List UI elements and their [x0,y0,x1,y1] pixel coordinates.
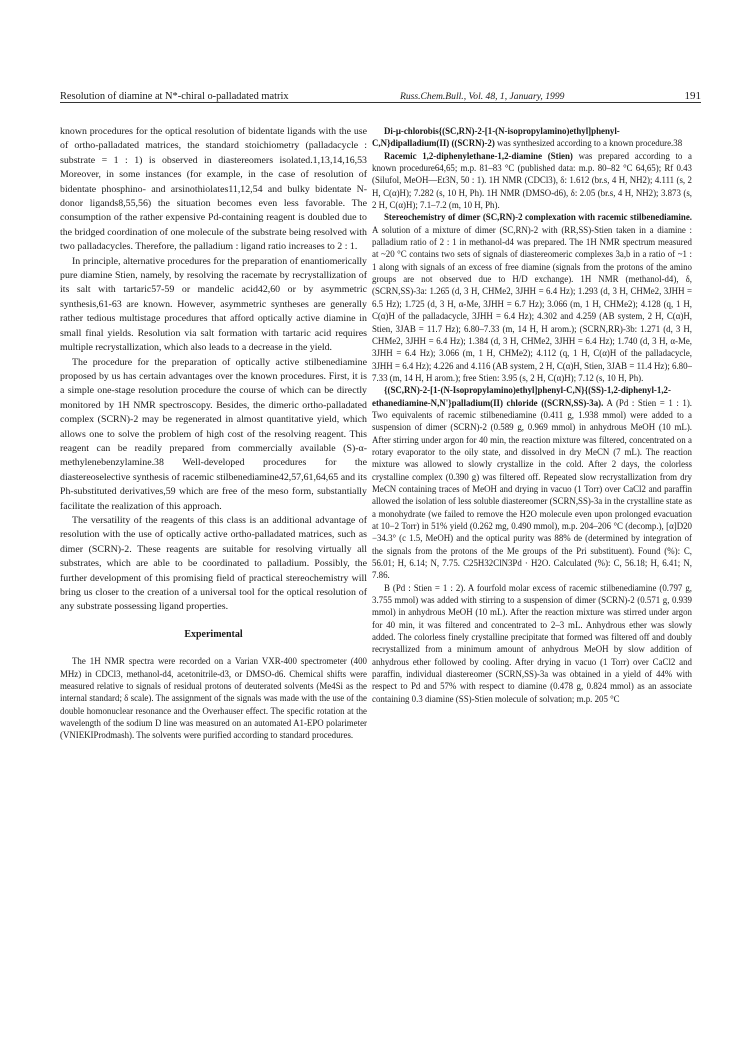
compound-paragraph [372,211,692,384]
compound-title: Racemic 1,2-diphenylethane-1,2-diamine (Stien) [384,150,573,161]
compound-paragraph [372,150,692,212]
body-paragraph: In principle, alternative procedures for the preparation of enantiomerically pure diamine Stien, namely, by resolving the racemate by recrystallization of its salt with tartaric57-59 or mandelic acid42,60 or by asymmetric synthesis,61-63 are known. However, asymmetric syntheses are generally rather tedious multistage procedures that afford optically active diamine in small final yields. Resolution via salt formation with tartaric acid requires multiple recrystallization, which also leads to a decrease in the yield. [60,255,367,354]
experimental-paragraph: The 1H NMR spectra were recorded on a Varian VXR-400 spectrometer (400 MHz) in CDCl3, methanol-d4, acetonitrile-d3, or DMSO-d6. Chemical shifts were measured relative to signals of residual protons of deuterated solvents (Me4Si as the internal standard; δ scale). The assignment of the signals was made with the use of the double homonuclear resonance and the Overhauser effect. The specific rotation at the wavelength of the sodium D line was measured on an automated A1-EPO polarimeter (VNIEKIProdmash). The solvents were purified according to standard procedures. [60,656,367,741]
running-title: Resolution of diamine at N*-chiral o-palladated matrix [60,91,289,102]
compound-paragraph [372,384,692,582]
right-column [372,125,692,705]
compound-paragraph [372,125,692,150]
compound-paragraph: B (Pd : Stien = 1 : 2). A fourfold molar excess of racemic stilbenediamine (0.797 g, 3.755 mmol) was added with stirring to a suspension of dimer (SCRN)-2 (0.571 g, 0.939 mmol) in anhydrous MeOH (10 mL). After the reaction mixture was stirred under argon for 40 min, it was filtered and concentrated to 2–3 mL. Anhydrous ether was slowly added. The colorless finely crystalline precipitate that formed was filtered off and doubly recrystallized from a minimum amount of anhydrous MeOH by slow addition of anhydrous ether followed by cooling. After drying in vacuo (1 Torr) over CaCl2 and paraffin, individual diastereomer (SCRN,SS)-3a was obtained in a yield of 44% with respect to Pd and 57% with respect to diamine (0.478 g, 0.824 mmol) as an associate containing 0.3 diamine (SS)-Stien molecule of solvation; m.p. 205 °C [372,582,692,704]
body-paragraph: known procedures for the optical resolution of bidentate ligands with the use of ortho-palladated matrices, the standard stoichiometry (palladacycle : substrate = 1 : 1) is observed in diastereomers isolated.1,13,14,16,53 Moreover, in some instances (for example, in the case of resolution of bidentate phosphino- and arsinothiolates11,12,54 and bulky bidentate N-donor ligands8,55,56) the situation becomes even less favorable. The consumption of the rather expensive Pd-containing reagent is doubled due to the bridged coordination of one molecule of the substrate being resolved with two palladacycles. Therefore, the palladium : ligand ratio increases to 2 : 1. [60,126,367,253]
running-header [60,84,701,103]
body-paragraph: The versatility of the reagents of this class is an additional advantage of resolution with the use of optically active ortho-palladated matrices, such as dimer (SCRN)-2. These reagents are suitable for resolving virtually all substrates, which are able to be coordinated to palladium. Possibly, the further development of this promising field of practical stereochemistry will bring us closer to the creation of a universal tool for the optical resolution of any substrate possessing ligand properties. [60,514,367,613]
compound-text: A solution of a mixture of dimer (SC,RN)-2 with (RR,SS)-Stien taken in a diamine : palladium ratio of 2 : 1 in methanol-d4 was prepared. The 1H NMR spectrum measured at ~20 °C contains two sets of signals of diastereomeric complexes 3a,b in a ratio of ~1 : 1 along with signals of an excess of free diamine (signals from the protons of the amino groups are not observed due to H/D exchange). 1H NMR (methanol-d4), δ, (SCRN,SS)-3a: 1.265 (d, 3 H, CHMe2, 3JHH = 6.4 Hz); 1.293 (d, 3 H, CHMe2, 3JHH = 6.5 Hz); 1.725 (d, 3 H, α-Me, 3JHH = 6.7 Hz); 3.066 (m, 1 H, CHMe2); 4.128 (q, 1 H, C(α)H of the palladacycle, 3JHH = 6.4 Hz); 4.302 and 4.259 (AB system, 2 H, C(α)H, Stien, 3JAB = 11.7 Hz); 6.80–7.33 (m, 14 H, H arom.); (SCRN,RR)-3b: 1.271 (d, 3 H, CHMe2, 3JHH = 6.4 Hz); 1.384 (d, 3 H, CHMe2, 3JHH = 6.4 Hz); 1.740 (d, 3 H, α-Me, 3JHH = 6.4 Hz); 3.066 (m, 1 H, CHMe2); 4.112 (q, 1 H, C(α)H of the palladacycle, 3JHH = 6.4 Hz); 4.226 and 4.116 (AB system, 2 H, C(α)H, Stien, 3JAB = 11.4 Hz); 6.80–7.33 (m, 14 H, H arom.); free Stien: 3.95 (s, 2 H, C(α)H); 7.12 (s, 10 H, Ph). [372,224,692,383]
left-column [60,125,367,742]
compound-title: Di-μ-chlorobis{(SC,RN)-2-[1-(N-isopropylamino)ethyl]phenyl-C,N}dipalladium(II) ((SCRN)-2) [372,126,620,149]
compound-text: was synthesized according to a known procedure.38 [497,138,683,149]
compound-text: was prepared according to a known procedure64,65; m.p. 81–83 °C (published data: m.p. 80–82 °C 64,65); Rf 0.43 (Silufol, MeOH—Et3N, 50 : 1). 1H NMR (CDCl3), δ: 1.612 (br.s, 4 H, NH2); 4.111 (s, 2 H, C(α)H); 7.282 (s, 10 H, Ph). 1H NMR (DMSO-d6), δ: 2.05 (br.s, 4 H, NH2); 3.873 (s, 2 H, C(α)H); 7.1–7.2 (m, 10 H, Ph). [372,150,692,211]
compound-title: {(SC,RN)-2-[1-(N-Isopropylamino)ethyl]phenyl-C,N}{(SS)-1,2-diphenyl-1,2-ethanediamine-N,N'}palladium(II) chloride ((SCRN,SS)-3a). [372,385,671,408]
page-number: 191 [684,90,701,102]
compound-text: A (Pd : Stien = 1 : 1). Two equivalents of racemic stilbenediamine (0.411 g, 1.938 mmol) were added to a suspension of dimer (SCRN)-2 (0.589 g, 0.969 mmol) in anhydrous MeOH (10 mL). After stirring under argon for 40 min, the reaction mixture was filtered, concentrated on a rotary evaporator to the oily state, and dissolved in dry MeCN (7 mL). The reaction mixture was allowed to slowly crystallize in the cold. After 2 days, the colorless crystalline complex (0.390 g) was filtered off. Repeated slow recrystallization from dry MeCN containing traces of MeOH and drying in vacuo (1 Torr) over CaCl2 and paraffin allowed the isolation of less soluble diastereomer (SCRN,SS)-3a in the crystalline state as a monohydrate (we failed to remove the H2O molecule even upon prolonged evacuation at 10−2 Torr) in 51% yield (0.262 mg, 0.490 mmol), m.p. 204–206 °C (decomp.), [α]D20 −34.3° (c 1.5, MeOH) and the optical purity was 88% de (determined by integration of the signals from the protons of the Me groups of the Pri substituent). Found (%): C, 56.01; H, 6.14; N, 7.75. C25H32ClN3Pd · H2O. Calculated (%): C, 56.18; H, 6.41; N, 7.86. [372,397,693,581]
section-heading: Experimental [184,628,243,640]
compound-title: Stereochemistry of dimer (SC,RN)-2 complexation with racemic stilbenediamine. [384,212,692,223]
body-paragraph: The procedure for the preparation of optically active stilbenediamine proposed by us has certain advantages over the known procedures. First, it is a simple one-stage resolution procedure the course of which can be directly monitored by 1H NMR spectroscopy. Besides, the dimeric ortho-palladated complex (SCRN)-2 may be regenerated in almost quantitative yield, which allows one to solve the problem of high cost of the resolving reagent. This reagent can be readily prepared from commercially available (S)-α-methylenebenzylamine.38 Well-developed procedures for the diastereoselective synthesis of racemic stilbenediamine42,57,61,64,65 and its Ph-substituted derivatives,59 which are free of the meso form, substantially facilitate the realization of this approach. [60,356,367,512]
journal-citation: Russ.Chem.Bull., Vol. 48, 1, January, 1999 [400,91,565,102]
